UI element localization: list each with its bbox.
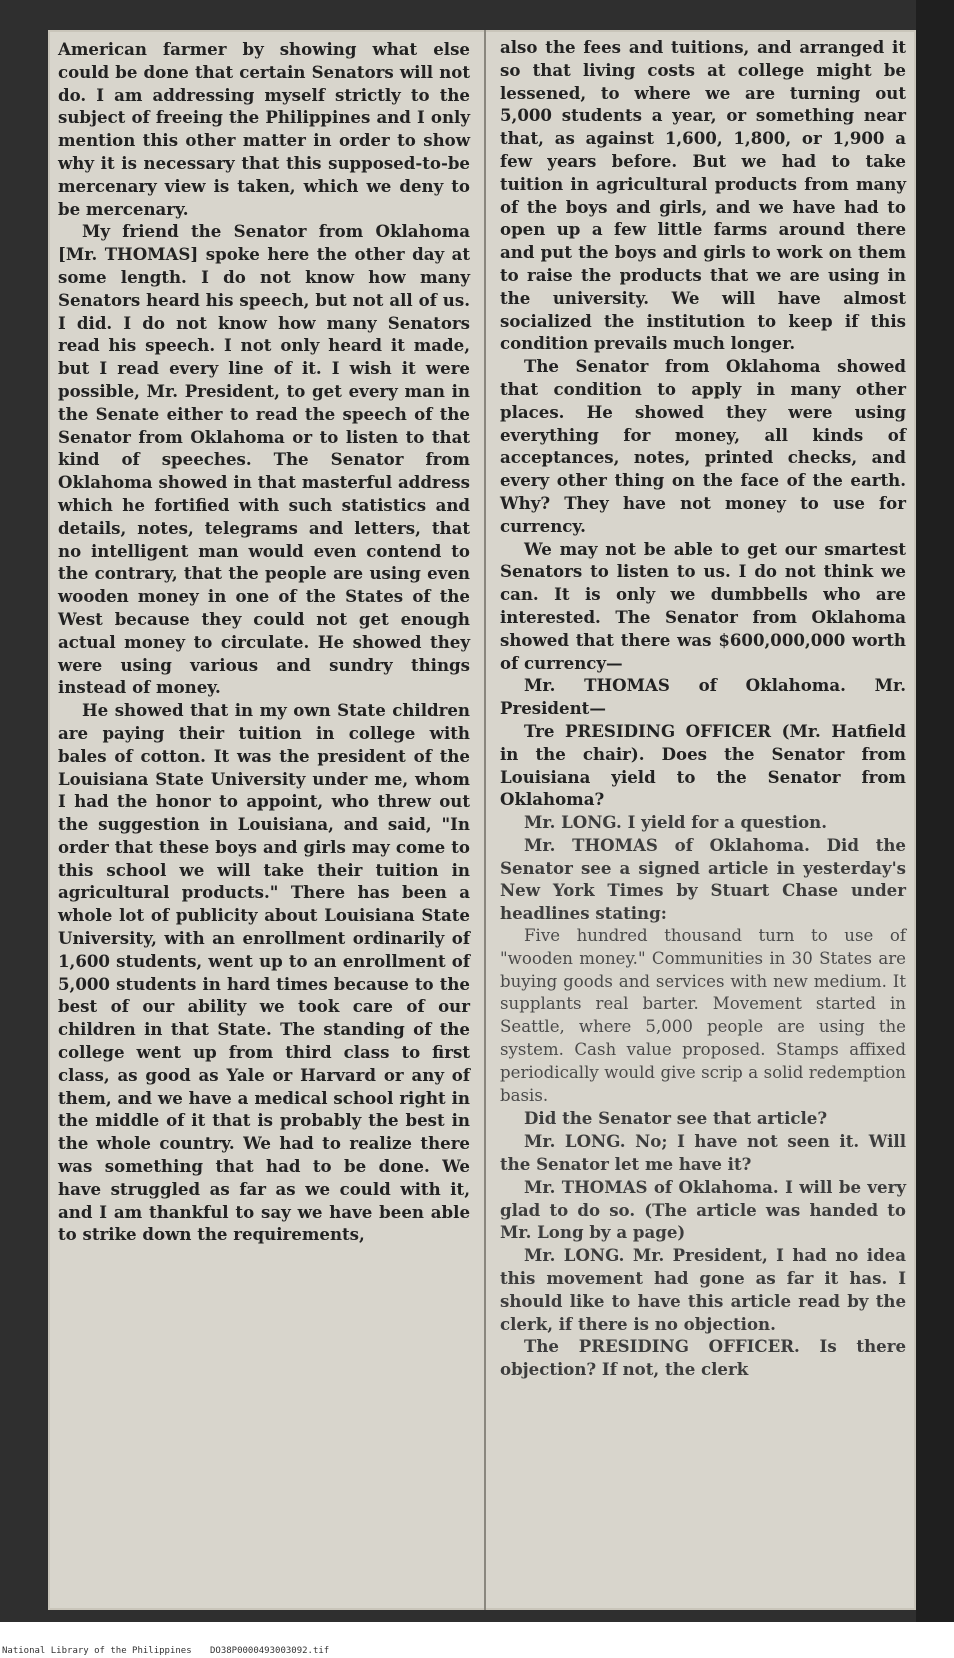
- quoted-headline: Five hundred thousand turn to use of "wooden money." Communities in 30 States are buying goods and services with new medium. It supplants real barter. Movement started in Seattle, where 5,000 people are using the system. Cash value proposed. Stamps affixed periodically would give scrip a solid redemption basis.: [500, 926, 906, 1105]
- paragraph: Did the Senator see that article?: [524, 1108, 828, 1129]
- paragraph: Mr. THOMAS of Oklahoma. Did the Senator see a signed article in yesterday's New York Times by Stuart Chase under headlines stating:: [500, 834, 906, 924]
- paragraph: The Senator from Oklahoma showed that condition to apply in many other places. He showed they were using everything for money, all kinds of acceptances, notes, printed checks, and every other thing on the face of the earth. Why? They have not money to use for currency.: [500, 356, 906, 536]
- right-column: [490, 30, 916, 1610]
- paragraph: American farmer by showing what else could be done that certain Senators will not do. I am addressing myself strictly to the subject of freeing the Philippines and I only mention this other matter in order to show why it is necessary that this supposed-to-be mercenary view is taken, which we deny to be mercenary.: [58, 39, 470, 219]
- library-credit: National Library of the Philippines: [2, 1646, 192, 1656]
- file-name: DO38P0000493003092.tif: [210, 1646, 330, 1656]
- paragraph: We may not be able to get our smartest Senators to listen to us. I do not think we can. It is only we dumbbells who are interested. The Senator from Oklahoma showed that there was $600,000,000 worth of currency—: [500, 538, 906, 673]
- paragraph: also the fees and tuitions, and arranged it so that living costs at college might be lessened, to where we are turning out 5,000 students a year, or something near that, as against 1,600, 1,800, or 1,900 a few years before. But we had to take tuition in agricultural products from many of the boys and girls, and we have had to open up a few little farms around there and put the boys and girls to work on them to raise the products that we are using in the university. We will have almost socialized the institution to keep if this condition prevails much longer.: [500, 37, 906, 354]
- paragraph: He showed that in my own State children are paying their tuition in college with bales of cotton. It was the president of the Louisiana State University under me, whom I had the honor to appoint, who threw out the suggestion in Louisiana, and said, "In order that these boys and girls may come to this school we will take their tuition in agricultural products." There has been a whole lot of publicity about Louisiana State University, with an enrollment ordinarily of 1,600 students, went up to an enrollment of 5,000 students in hard times because to the best of our ability we took care of our children in that State. The standing of the college went up from third class to first class, as good as Yale or Harvard or any of them, and we have a medical school right in the middle of it that is probably the best in the whole country. We had to realize there was something that had to be done. We have struggled as far as we could with it, and I am thankful to say we have been able to strike down the requirements,: [58, 700, 470, 1245]
- column-divider: [484, 30, 486, 1610]
- paragraph: Mr. LONG. No; I have not seen it. Will the Senator let me have it?: [500, 1131, 906, 1175]
- scan-edge-shadow: [916, 0, 954, 1622]
- left-column: [48, 30, 480, 1610]
- paragraph: Tre PRESIDING OFFICER (Mr. Hatfield in the chair). Does the Senator from Louisiana yield to the Senator from Oklahoma?: [500, 720, 906, 810]
- newspaper-clipping: [48, 30, 916, 1610]
- paragraph: Mr. LONG. I yield for a question.: [524, 812, 827, 833]
- paragraph: Mr. THOMAS of Oklahoma. I will be very glad to do so. (The article was handed to Mr. Long by a page): [500, 1176, 906, 1243]
- paragraph: Mr. LONG. Mr. President, I had no idea this movement had gone as far it has. I should like to have this article read by the clerk, if there is no objection.: [500, 1245, 906, 1334]
- paragraph: The PRESIDING OFFICER. Is there objection? If not, the clerk: [500, 1336, 906, 1380]
- paragraph: Mr. THOMAS of Oklahoma. Mr. President—: [500, 675, 906, 719]
- paragraph: My friend the Senator from Oklahoma [Mr. THOMAS] spoke here the other day at some length. I do not know how many Senators heard his speech, but not all of us. I did. I do not know how many Senators read his speech. I not only heard it made, but I read every line of it. I wish it were possible, Mr. President, to get every man in the Senate either to read the speech of the Senator from Oklahoma or to listen to that kind of speeches. The Senator from Oklahoma showed in that masterful address which he fortified with such statistics and details, notes, telegrams and letters, that no intelligent man would even contend to the contrary, that the people are using even wooden money in one of the States of the West because they could not get enough actual money to circulate. He showed they were using various and sundry things instead of money.: [58, 221, 470, 698]
- scan-footer: [0, 1622, 954, 1658]
